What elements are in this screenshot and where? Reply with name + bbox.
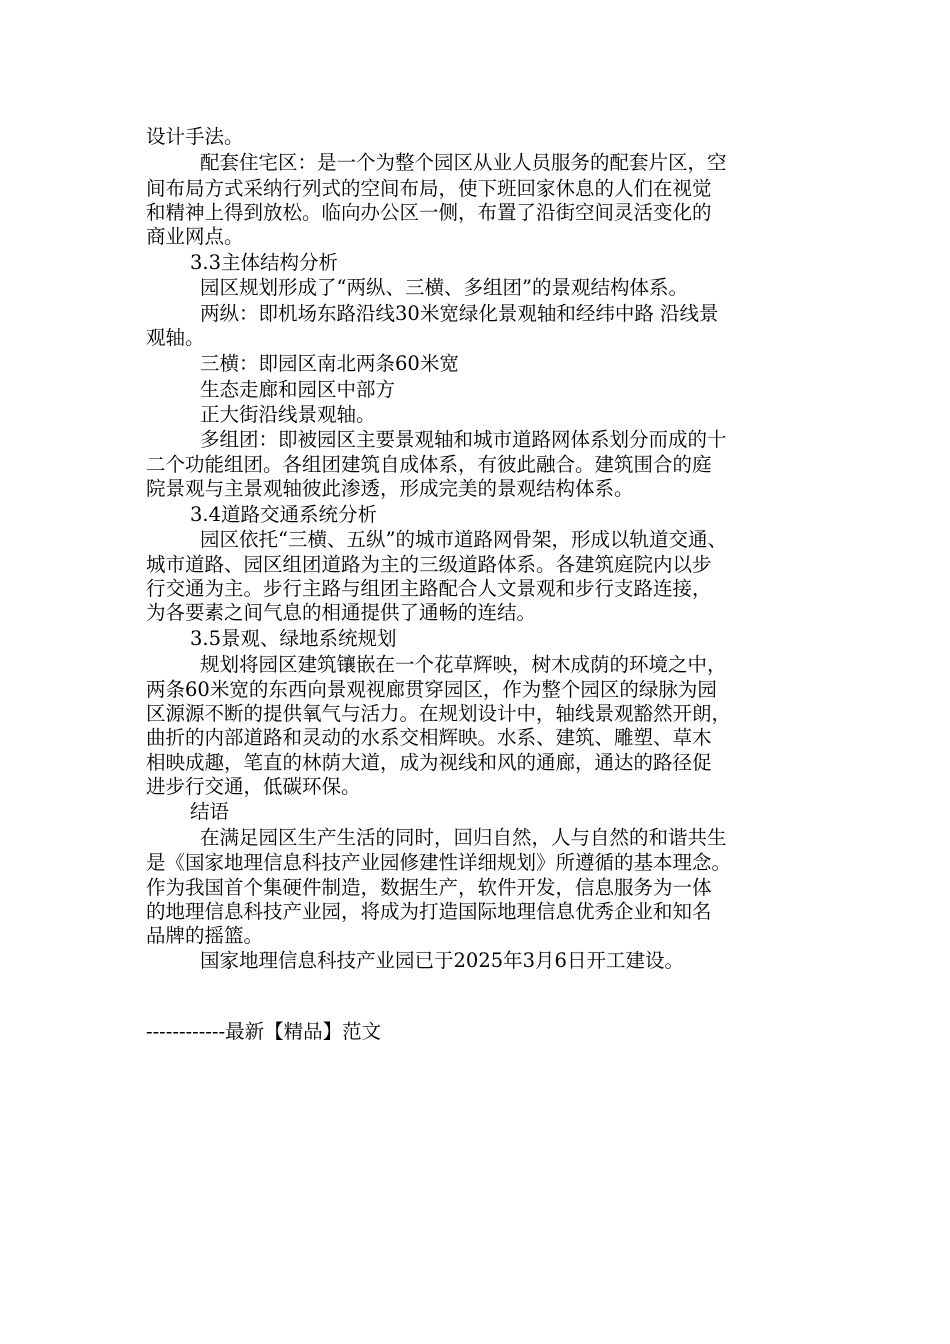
text-line: 间布局方式采纳行列式的空间布局，使下班回家休息的人们在视觉: [146, 177, 712, 200]
text-line: 二个功能组团。各组团建筑自成体系，有彼此融合。建筑围合的庭: [146, 453, 712, 476]
text-line: 品牌的摇篮。: [146, 924, 264, 947]
text-line: 园区规划形成了“两纵、三横、多组团”的景观结构体系。: [200, 276, 688, 299]
text-line: 院景观与主景观轴彼此渗透，形成完美的景观结构体系。: [146, 477, 634, 500]
text-line: 设计手法。: [146, 125, 244, 148]
section-heading: 3.4道路交通系统分析: [190, 503, 378, 526]
text-line: 在满足园区生产生活的同时，回归自然，人与自然的和谐共生: [200, 826, 727, 849]
text-line: 作为我国首个集硬件制造，数据生产，软件开发，信息服务为一体: [146, 876, 712, 899]
section-heading: 3.5景观、绿地系统规划: [190, 627, 397, 650]
text-line: 三横：即园区南北两条60米宽: [200, 352, 459, 375]
text-line: 两纵：即机场东路沿线30米宽绿化景观轴和经纬中路 沿线景: [200, 302, 719, 325]
section-heading: 3.3主体结构分析: [190, 251, 339, 274]
text-line: 商业网点。: [146, 225, 244, 248]
text-line: 生态走廊和园区中部方: [200, 378, 396, 401]
text-line: 是《国家地理信息科技产业园修建性详细规划》所遵循的基本理念。: [146, 851, 732, 874]
text-line: 多组团：即被园区主要景观轴和城市道路网体系划分而成的十: [200, 428, 727, 451]
text-line: 正大街沿线景观轴。: [200, 403, 376, 426]
text-line: 和精神上得到放松。临向办公区一侧，布置了沿街空间灵活变化的: [146, 201, 712, 224]
text-line: 行交通为主。步行主路与组团主路配合人文景观和步行支路连接，: [146, 577, 712, 600]
text-line: 园区依托“三横、五纵”的城市道路网骨架，形成以轨道交通、: [200, 528, 727, 551]
text-line: 区源源不断的提供氧气与活力。在规划设计中，轴线景观豁然开朗，: [146, 702, 732, 725]
text-line: 观轴。: [146, 326, 205, 349]
text-line: 国家地理信息科技产业园已于2025年3月6日开工建设。: [200, 949, 684, 972]
text-line: 城市道路、园区组团道路为主的三级道路体系。各建筑庭院内以步: [146, 553, 712, 576]
text-line: 的地理信息科技产业园，将成为打造国际地理信息优秀企业和知名: [146, 900, 712, 923]
footer-text: ------------最新【精品】范文: [146, 1020, 382, 1043]
text-line: 配套住宅区：是一个为整个园区从业人员服务的配套片区，空: [200, 151, 727, 174]
text-line: 为各要素之间气息的相通提供了通畅的连结。: [146, 601, 537, 624]
text-line: 规划将园区建筑镶嵌在一个花草辉映，树木成荫的环境之中，: [200, 653, 727, 676]
text-line: 相映成趣，笔直的林荫大道，成为视线和风的通廊，通达的路径促: [146, 751, 712, 774]
text-line: 曲折的内部道路和灵动的水系交相辉映。水系、建筑、雕塑、草木: [146, 726, 712, 749]
section-heading: 结语: [190, 800, 230, 823]
text-line: 两条60米宽的东西向景观视廊贯穿园区，作为整个园区的绿脉为园: [146, 678, 717, 701]
text-line: 进步行交通，低碳环保。: [146, 775, 361, 798]
